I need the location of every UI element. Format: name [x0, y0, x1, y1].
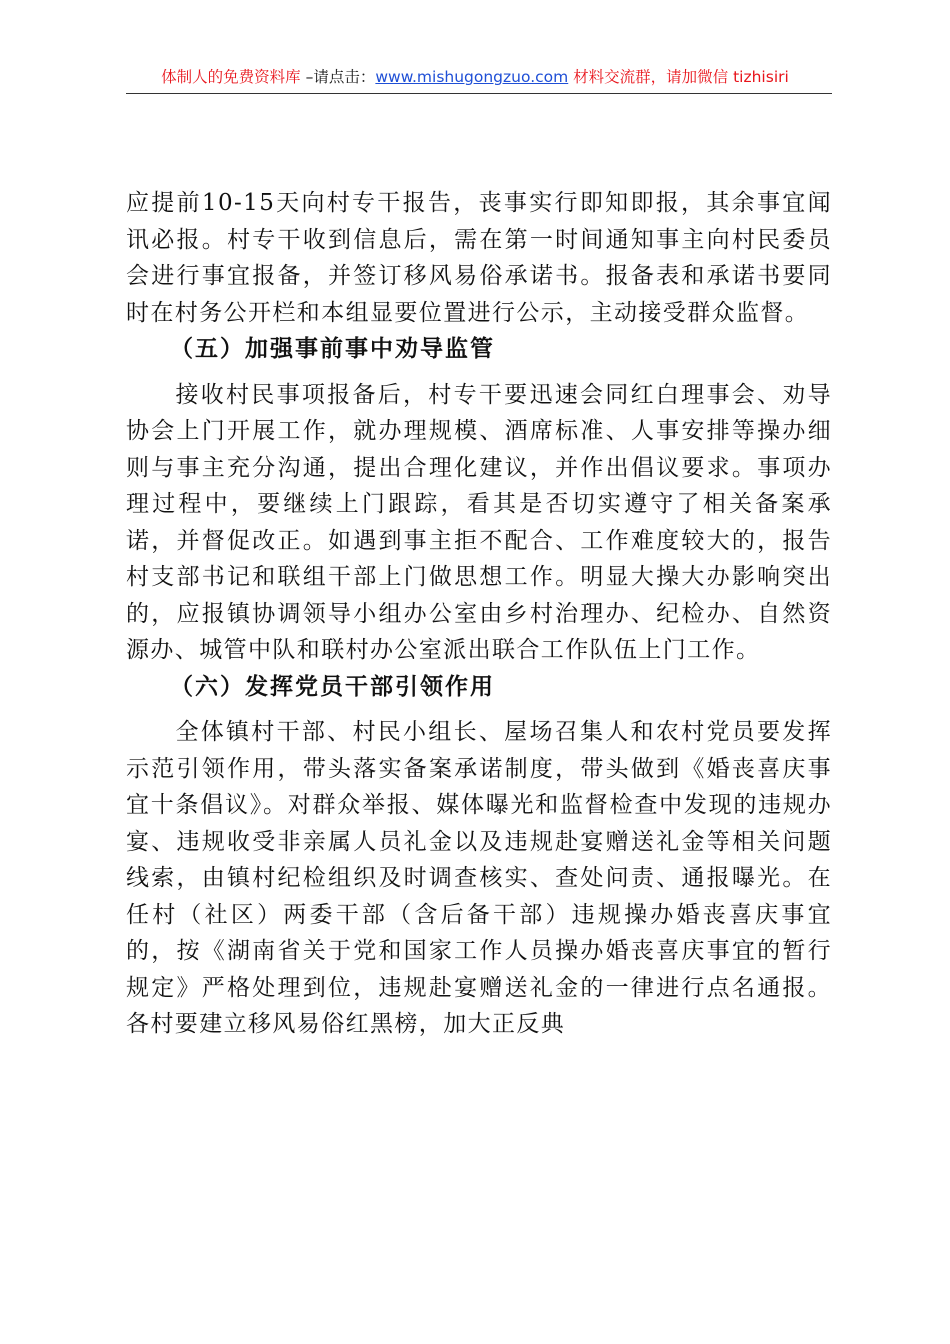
header-wechat-note: 材料交流群，请加微信 tizhisiri: [568, 68, 789, 86]
paragraph-section-6: 全体镇村干部、村民小组长、屋场召集人和农村党员要发挥示范引领作用，带头落实备案承诺制度，带头做到《婚丧喜庆事宜十条倡议》。对群众举报、媒体曝光和监督检查中发现的违规办宴、违规收受非亲属人员礼金以及违规赴宴赠送礼金等相关问题线索，由镇村纪检组织及时调查核实、查处问责、通报曝光。在任村（社区）两委干部（含后备干部）违规操办婚丧喜庆事宜的，按《湖南省关于党和国家工作人员操办婚丧喜庆事宜的暂行规定》严格处理到位，违规赴宴赠送礼金的一律进行点名通报。各村要建立移风易俗红黑榜，加大正反典: [126, 719, 832, 1037]
header-divider: [126, 93, 832, 94]
paragraph-section-5: 接收村民事项报备后，村专干要迅速会同红白理事会、劝导协会上门开展工作，就办理规模、酒席标准、人事安排等操办细则与事主充分沟通，提出合理化建议，并作出倡议要求。事项办理过程中，要继续上门跟踪，看其是否切实遵守了相关备案承诺，并督促改正。如遇到事主拒不配合、工作难度较大的，报告村支部书记和联组干部上门做思想工作。明显大操大办影响突出的，应报镇协调领导小组办公室由乡村治理办、纪检办、自然资源办、城管中队和联村办公室派出联合工作队伍上门工作。: [126, 381, 832, 663]
header-website-link[interactable]: www.mishugongzuo.com: [375, 68, 569, 86]
header-brand: 体制人的免费资料库: [161, 68, 301, 86]
section-heading-5: （五）加强事前事中劝导监管: [170, 336, 495, 362]
page-header: [0, 66, 950, 88]
document-body: [126, 185, 832, 1043]
header-prompt: –请点击：: [300, 68, 376, 86]
paragraph-continued: 应提前10-15天向村专干报告，丧事实行即知即报，其余事宜闻讯必报。村专干收到信息后，需在第一时间通知事主向村民委员会进行事宜报备，并签订移风易俗承诺书。报备表和承诺书要同时在村务公开栏和本组显要位置进行公示，主动接受群众监督。: [126, 190, 832, 326]
section-heading-6: （六）发挥党员干部引领作用: [170, 673, 495, 700]
